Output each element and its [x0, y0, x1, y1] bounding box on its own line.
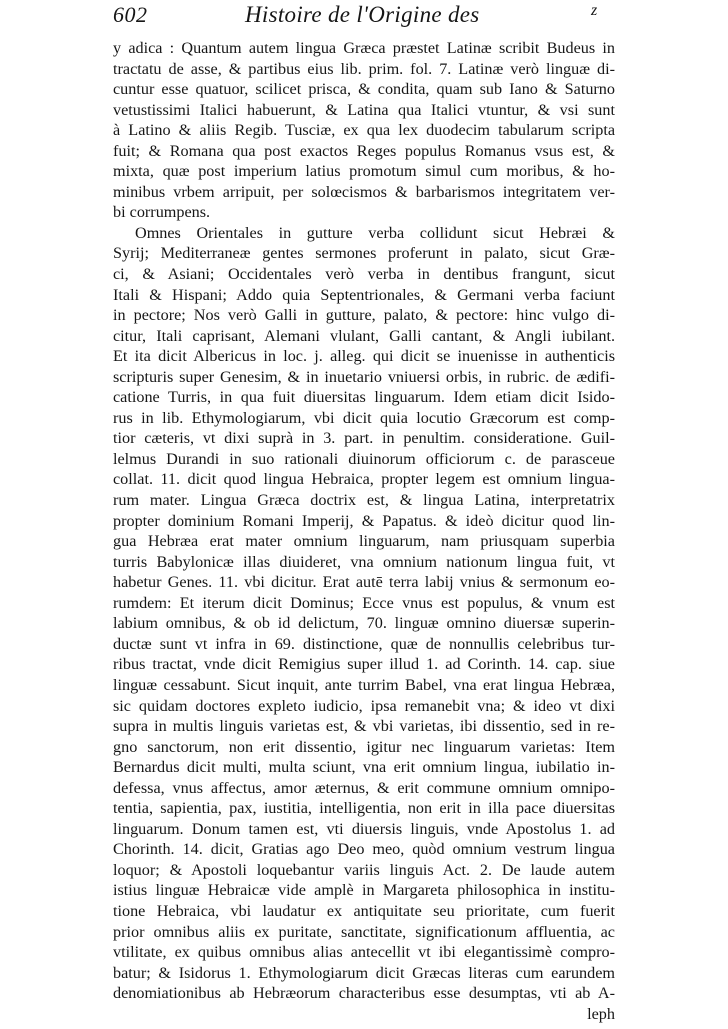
text-line: tior cæteris, vt dixi suprà in 3. part. in penultim. consideratione. Guil-: [113, 429, 615, 448]
text-line: Syrij; Mediterraneæ gentes sermones proferunt in palato, sicut Græ-: [113, 244, 615, 263]
text-line: linguæ cessabunt. Sicut inquit, ante turrim Babel, vna erat lingua Hebræa,: [113, 675, 615, 694]
text-line: minibus vrbem arripuit, per solœcismos & barbarismos integritatem ver-: [113, 182, 615, 201]
text-line: rus in lib. Ethymologiarum, vbi dicit quia locutio Græcorum est comp-: [113, 408, 615, 427]
text-line: batur; & Isidorus 1. Ethymologiarum dicit Græcas literas cum earundem: [113, 963, 615, 982]
text-line: labium omnibus, & ob id delictum, 70. linguæ omnino diuersæ superin-: [113, 614, 615, 633]
text-line: linguarum. Donum tamen est, vti diuersis linguis, vnde Apostolus 1. ad: [113, 819, 615, 838]
text-line: collat. 11. dicit quod lingua Hebraica, propter legem est omnium lingua-: [113, 470, 615, 489]
page-number: 602: [113, 2, 148, 27]
text-line: Chorinth. 14. dicit, Gratias ago Deo meo, quòd omnium vestrum lingua: [113, 840, 615, 859]
text-line: prior omnibus aliis ex puritate, sanctitate, significationum affluentia, ac: [113, 922, 615, 941]
text-line: ductæ sunt vt infra in 69. distinctione, quæ de nonnullis celebribus tur-: [113, 634, 615, 653]
text-line: propter dominium Romani Imperij, & Papatus. & ideò dicitur quod lin-: [113, 511, 615, 530]
paragraph-start-line: Omnes Orientales in gutture verba collidunt sicut Hebræi &: [135, 223, 615, 242]
text-line: istius linguæ Hebraicæ vide amplè in Margareta philosophica in institu-: [113, 881, 615, 900]
text-line: vtilitate, ex quibus omnibus alias antecellit vt ibi elegantissimè compro-: [113, 943, 615, 962]
text-line: tractatu de asse, & partibus eius lib. prim. fol. 7. Latinæ verò linguæ di-: [113, 59, 615, 78]
text-line: fuit; & Romana qua post exactos Reges populus Romanus vsus est, &: [113, 141, 615, 160]
text-line: gua Hebræa erat mater omnium linguarum, nam priusquam superbia: [113, 532, 615, 551]
text-line: Itali & Hispani; Addo quia Septentrionales, & Germani verba faciunt: [113, 285, 615, 304]
text-line: bi corrumpens.: [113, 203, 211, 222]
text-line: mixta, quæ post imperium latius promotum simul cum moribus, & ho-: [113, 162, 615, 181]
text-line: tentia, sapientia, pax, iustitia, intelligentia, non erit in illa pace diuersitas: [113, 799, 615, 818]
text-line: lelmus Durandi in suo rationali diuinorum officiorum c. de parasceue: [113, 449, 615, 468]
text-line: ci, & Asiani; Occidentales verò verba in dentibus frangunt, sicut: [113, 265, 615, 284]
text-line: denomiationibus ab Hebræorum characteribus esse desumptas, vti ab A-: [113, 984, 615, 1003]
text-line: ribus tractat, vnde dicit Remigius super illud 1. ad Corinth. 14. cap. siue: [113, 655, 615, 674]
text-line: supra in multis linguis varietas est, & vbi varietas, ibi dissentio, sed in re-: [113, 717, 615, 736]
header-mark: z: [591, 2, 598, 19]
text-line: Bernardus dicit multi, multa sciunt, vna erit omnium lingua, iubilatio in-: [113, 758, 615, 777]
text-line: rumdem: Et iterum dicit Dominus; Ecce vnus est populus, & vnum est: [113, 593, 615, 612]
body-text: [113, 38, 615, 1024]
text-line: sic quidam doctores expleto iudicio, ipsa remanebit vna; & ideo vt dixi: [113, 696, 615, 715]
text-line: scripturis super Genesim, & in inuetario vniuersi orbis, in rubric. de ædifi-: [113, 367, 615, 386]
text-line: habetur Genes. 11. vbi dicitur. Erat autē terra labij vnius & sermonum eo-: [113, 573, 615, 592]
text-line: rum mater. Lingua Græca doctrix est, & lingua Latina, interpretatrix: [113, 491, 615, 510]
text-line: Et ita dicit Albericus in loc. j. alleg. qui dicit se inuenisse in authenticis: [113, 347, 615, 366]
running-title: Histoire de l'Origine des: [245, 2, 480, 27]
text-line: citur, Itali caprisant, Alemani vlulant, Galli cantant, & Angli iubilant.: [113, 326, 615, 345]
text-line: in pectore; Nos verò Galli in gutture, palato, & pectore: hinc vulgo di-: [113, 306, 615, 325]
text-line: vetustissimi Italici habuerunt, & Latina qua Italici vtuntur, & vsi sunt: [113, 100, 615, 119]
text-line: y adica : Quantum autem lingua Græca præstet Latinæ scribit Budeus in: [113, 39, 615, 57]
text-line: catione Turris, in qua fuit diuersitas linguarum. Idem etiam dicit Isido-: [113, 388, 615, 407]
text-line: turris Babylonicæ illas diuideret, vna omnium nationum lingua fuit, vt: [113, 552, 615, 571]
page-header: [113, 2, 613, 32]
text-line: cuntur esse quatuor, scilicet prisca, & condita, quam sub Iano & Saturno: [113, 80, 615, 99]
text-line: loquor; & Apostoli loquebantur variis linguis Act. 2. De laude autem: [113, 860, 615, 879]
text-line: gno sanctorum, non erit dissentio, igitur nec linguarum varietas: Item: [113, 737, 615, 756]
text-line: defessa, vnus affectus, amor æternus, & erit commune omnium omnipo-: [113, 778, 615, 797]
text-line: à Latino & aliis Regib. Tusciæ, ex qua lex duodecim tabularum scripta: [113, 121, 615, 140]
catchword: leph: [587, 1004, 615, 1023]
text-line: tione Hebraica, vbi laudatur ex antiquitate seu prioritate, cum fuerit: [113, 901, 615, 920]
